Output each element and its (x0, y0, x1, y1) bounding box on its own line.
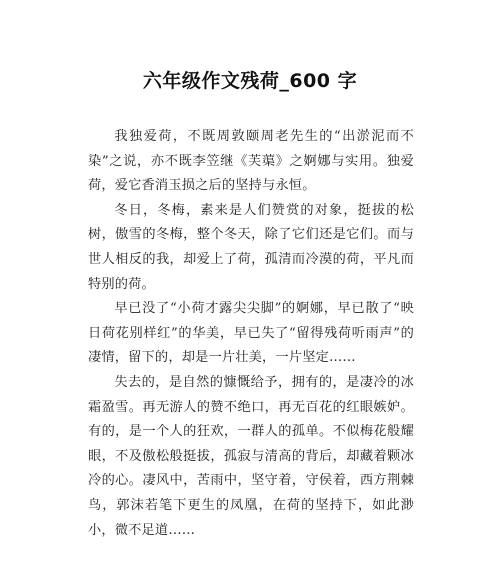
paragraph-2: 冬日，冬梅，素来是人们赞赏的对象，挺拔的松树，傲雪的冬梅，整个冬天，除了它们还是它们。而与世人相反的我，却爱上了荷，孤清而冷漠的荷，平凡而特别的荷。 (88, 202, 414, 292)
paragraph-4: 失去的，是自然的慷慨给予，拥有的，是凄冷的冰霜盈雪。再无游人的赞不绝口，再无百花的红眼嫉妒。有的，是一个人的狂欢，一群人的孤单。不似梅花般耀眼，不及傲松般挺拔，孤寂与清高的背后，却藏着颗冰冷的心。凄风中，苦雨中，坚守着，守侯着，西方荆棘鸟，郭沫若笔下更生的凤凰，在荷的坚持下，如此渺小，微不足道…… (88, 374, 414, 538)
document-body (88, 125, 414, 543)
paragraph-3: 早已没了“小荷才露尖尖脚”的婀娜，早已散了“映日荷花别样红”的华美，早已失了“留得残荷听雨声”的凄情，留下的，却是一片壮美，一片坚定…… (88, 301, 414, 366)
document-title: 六年级作文残荷_600 字 (142, 70, 358, 92)
paragraph-1: 我独爱荷，不既周敦颐周老先生的“出淤泥而不染”之说，亦不既李笠继《芙蕖》之婀娜与实用。独爱荷，爱它香消玉损之后的坚持与永恒。 (88, 129, 414, 194)
